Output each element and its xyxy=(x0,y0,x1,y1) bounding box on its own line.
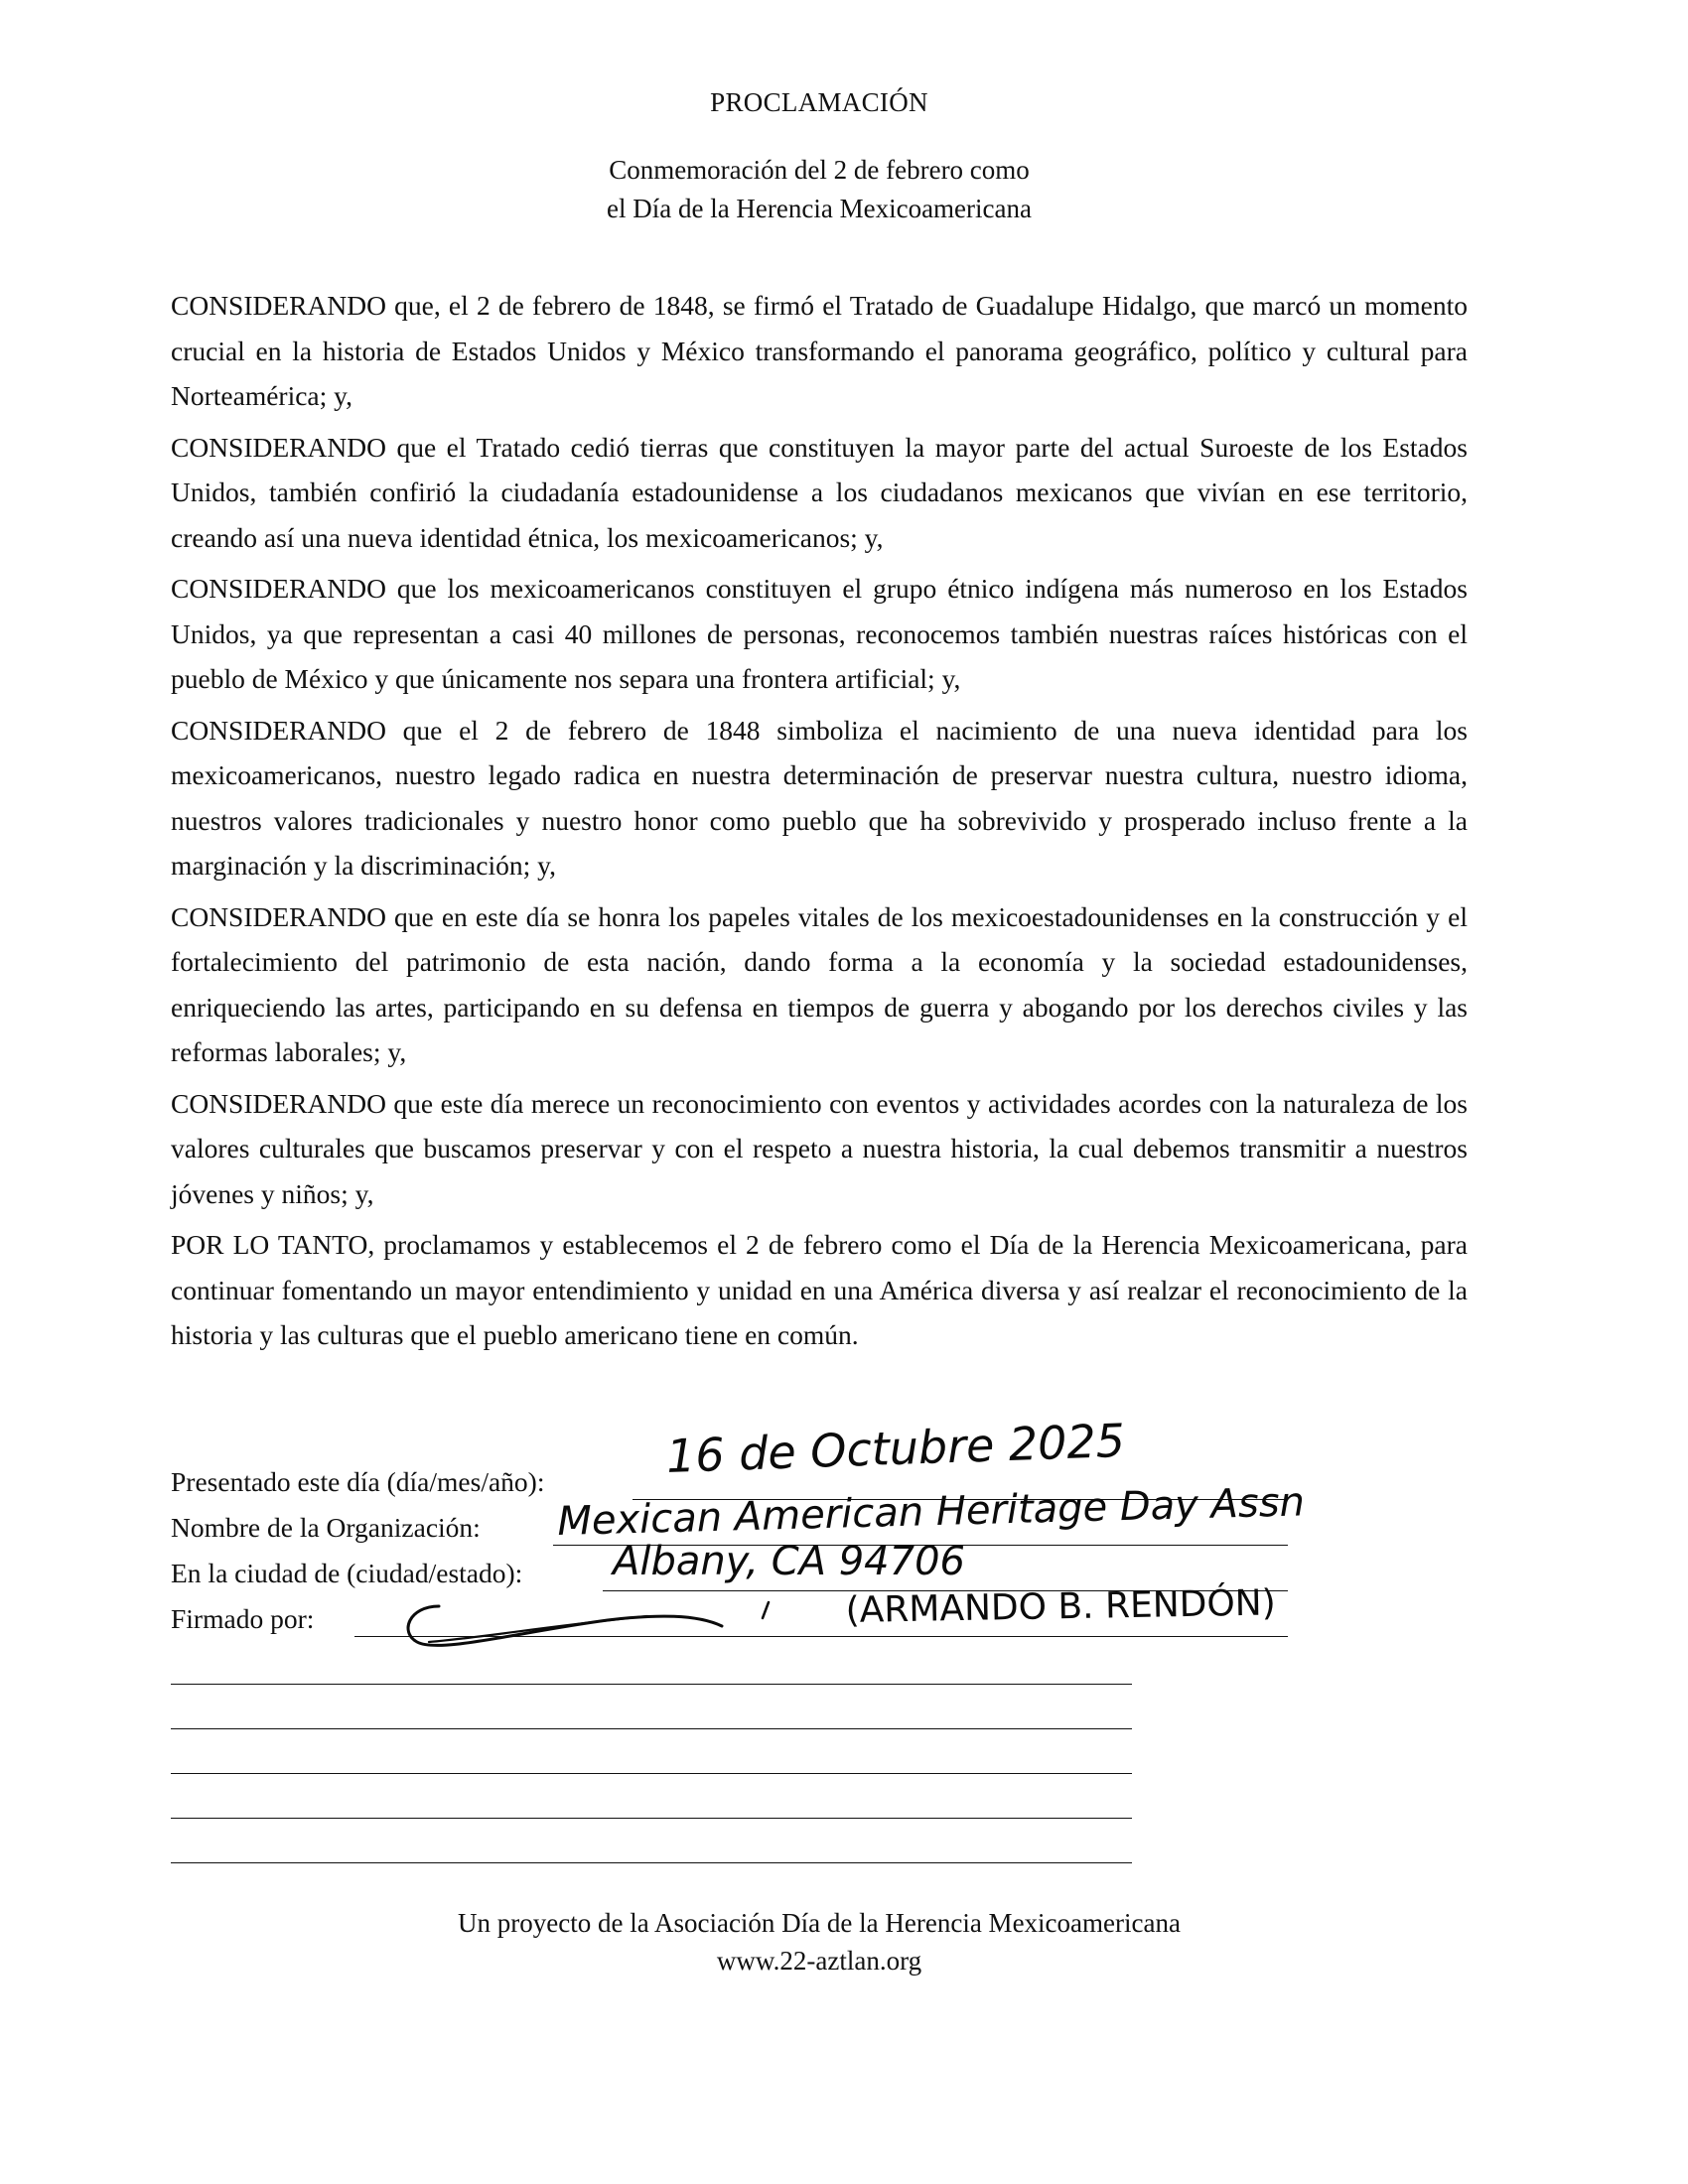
city-handwritten[interactable]: Albany, CA 94706 xyxy=(613,1539,965,1584)
footer-website-link[interactable]: www.22-aztlan.org xyxy=(716,1946,922,1976)
organization-handwritten[interactable]: Mexican American Heritage Day Assn xyxy=(556,1479,1306,1545)
signer-name-handwritten[interactable]: (ARMANDO B. RENDÓN) xyxy=(845,1582,1277,1631)
proclamation-body xyxy=(171,283,1468,1364)
blank-line-4 xyxy=(171,1818,1132,1819)
blank-line-2 xyxy=(171,1728,1132,1729)
date-label: Presentado este día (día/mes/año): xyxy=(171,1466,545,1497)
clause-3: CONSIDERANDO que los mexicoamericanos constituyen el grupo étnico indígena más numeroso en los Estados Unidos, ya que representan a casi 40 millones de personas, reconocemos también nuestras raíces históricas con el pueblo de México y que únicamente nos separa una frontera artificial; y, xyxy=(171,573,1468,694)
page-title: PROCLAMACIÓN xyxy=(710,87,928,117)
blank-line-5 xyxy=(171,1862,1132,1863)
footer-project-line: Un proyecto de la Asociación Día de la Herencia Mexicoamericana xyxy=(458,1908,1181,1938)
clause-2: CONSIDERANDO que el Tratado cedió tierras que constituyen la mayor parte del actual Suroeste de los Estados Unidos, también confirió la ciudadanía estadounidense a los ciudadanos mexicanos que vivían en ese territorio, creando así una nueva identidad étnica, los mexicoamericanos; y, xyxy=(171,431,1468,553)
city-label: En la ciudad de (ciudad/estado): xyxy=(171,1558,523,1588)
blank-line-1 xyxy=(171,1684,1132,1685)
blank-line-3 xyxy=(171,1773,1132,1774)
clause-7: POR LO TANTO, proclamamos y establecemos el 2 de febrero como el Día de la Herencia Mexicoamericana, para continuar fomentando un mayor entendimiento y unidad en una América diversa y así realzar el reconocimiento de la historia y las culturas que el pueblo americano tiene en común. xyxy=(171,1229,1468,1350)
clause-1: CONSIDERANDO que, el 2 de febrero de 1848, se firmó el Tratado de Guadalupe Hidalgo, que marcó un momento crucial en la historia de Estados Unidos y México transformando el panorama geográfico, político y cultural para Norteamérica; y, xyxy=(171,290,1468,411)
subtitle-line-1: Conmemoración del 2 de febrero como xyxy=(609,155,1030,185)
signature-scribble xyxy=(399,1592,776,1662)
subtitle-line-2: el Día de la Herencia Mexicoamericana xyxy=(606,194,1032,223)
clause-6: CONSIDERANDO que este día merece un reconocimiento con eventos y actividades acordes con la naturaleza de los valores culturales que buscamos preservar y con el respeto a nuestra historia, la cual debemos transmitir a nuestros jóvenes y niños; y, xyxy=(171,1087,1468,1209)
organization-label: Nombre de la Organización: xyxy=(171,1512,481,1543)
clause-4: CONSIDERANDO que el 2 de febrero de 1848 simboliza el nacimiento de una nueva identidad para los mexicoamericanos, nuestro legado radica en nuestra determinación de preservar nuestra cultura, nuestro idioma, nuestros valores tradicionales y nuestro honor como pueblo que ha sobrevivido y prosperado incluso frente a la marginación y la discriminación; y, xyxy=(171,714,1468,881)
signed-by-label: Firmado por: xyxy=(171,1603,315,1634)
clause-5: CONSIDERANDO que en este día se honra los papeles vitales de los mexicoestadounidenses en la construcción y el fortalecimiento del patrimonio de esta nación, dando forma a la economía y la sociedad estadounidenses, enriqueciendo las artes, participando en su defensa en tiempos de guerra y abogando por los derechos civiles y las reformas laborales; y, xyxy=(171,900,1468,1067)
date-handwritten[interactable]: 16 de Octubre 2025 xyxy=(665,1413,1126,1483)
